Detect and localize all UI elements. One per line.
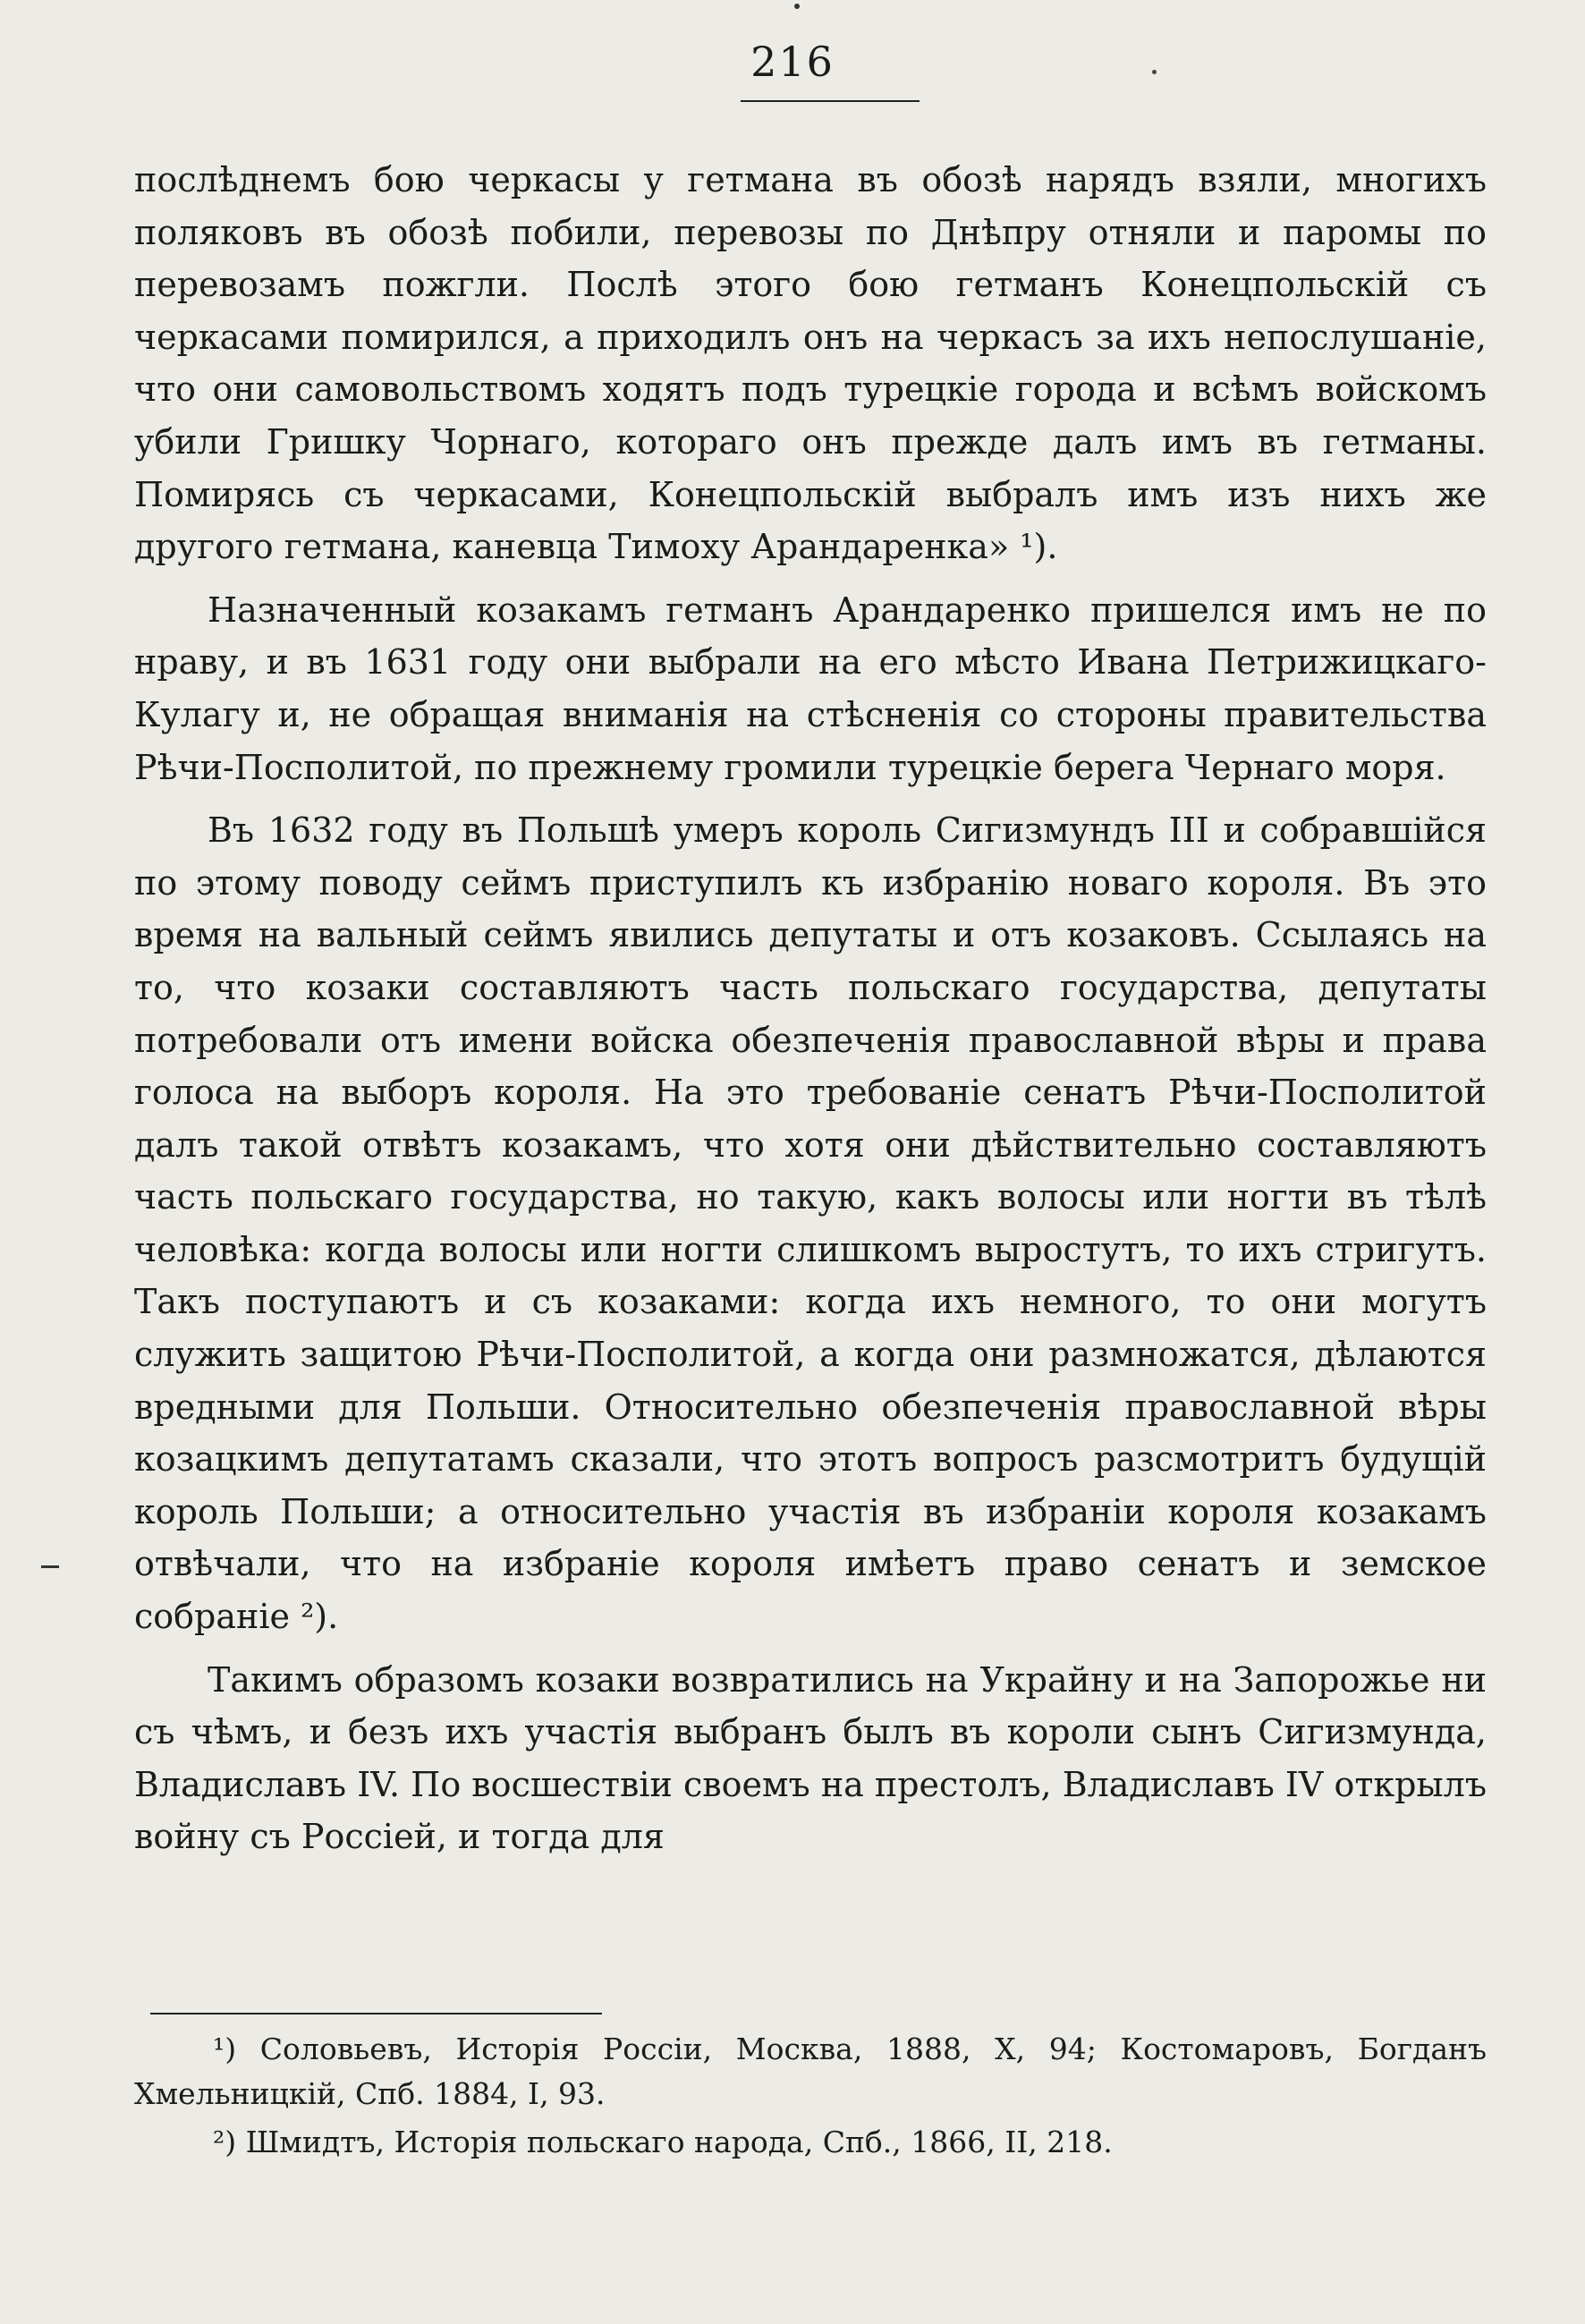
paragraph: Назначенный козакамъ гетманъ Арандаренко пришелся имъ не по нраву, и въ 1631 году они выбрали на его мѣсто Ивана Петрижицкаго-Кулагу и, не обращая вниманія на стѣсненія со стороны правительства Рѣчи-Посполитой, по прежнему громили турецкіе берега Чернаго моря. [134, 589, 1487, 787]
print-speck [1152, 70, 1157, 74]
footnotes [134, 2027, 1487, 2168]
margin-mark [41, 1565, 59, 1568]
paragraph-continued: послѣднемъ бою черкасы у гетмана въ обозѣ нарядъ взяли, многихъ поляковъ въ обозѣ побили, перевозы по Днѣпру отняли и паромы по перевозамъ пожгли. Послѣ этого бою гетманъ Конецпольскій съ черкасами помирился, а приходилъ онъ на черкасъ за ихъ непослушаніе, что они самовольствомъ ходятъ подъ турецкіе города и всѣмъ войскомъ убили Гришку Чорнаго, котораго онъ прежде далъ имъ въ гетманы. Помирясь съ черкасами, Конецпольскій выбралъ имъ изъ нихъ же другого гетмана, каневца Тимоху Арандаренка» ¹). [134, 160, 1487, 567]
page-number: 216 [750, 38, 835, 86]
body-text [134, 154, 1487, 1874]
header-rule [741, 100, 920, 102]
paragraph: Въ 1632 году въ Польшѣ умеръ король Сигизмундъ III и собравшійся по этому поводу сеймъ приступилъ къ избранію новаго короля. Въ это время на вальный сеймъ явились депутаты и отъ козаковъ. Ссылаясь на то, что козаки составляютъ часть польскаго государства, депутаты потребовали отъ имени войска обезпеченія православной вѣры и права голоса на выборъ короля. На это требованіе сенатъ Рѣчи-Посполитой далъ такой отвѣтъ козакамъ, что хотя они дѣйствительно составляютъ часть польскаго государства, но такую, какъ волосы или ногти въ тѣлѣ человѣка: когда волосы или ногти слишкомъ выростутъ, то ихъ стригутъ. Такъ поступаютъ и съ козаками: когда ихъ немного, то они могутъ служить защитою Рѣчи-Посполитой, а когда они размножатся, дѣлаются вредными для Польши. Относительно обезпеченія православной вѣры козацкимъ депутатамъ сказали, что этотъ вопросъ разсмотритъ будущій король Польши; а относительно участія въ избраніи короля козакамъ отвѣчали, что на избраніе короля имѣетъ право сенатъ и земское собраніе ²). [134, 810, 1487, 1637]
paragraph: Такимъ образомъ козаки возвратились на Украйну и на Запорожье ни съ чѣмъ, и безъ ихъ участія выбранъ былъ въ короли сынъ Сигизмунда, Владиславъ IV. По восшествіи своемъ на престолъ, Владиславъ IV открылъ войну съ Россіей, и тогда для [134, 1659, 1487, 1857]
footnote: ²) Шмидтъ, Исторія польскаго народа, Спб., 1866, II, 218. [213, 2125, 1113, 2159]
footnote: ¹) Соловьевъ, Исторія Россіи, Москва, 1888, X, 94; Костомаровъ, Богданъ Хмельницкій, Спб. 1884, I, 93. [134, 2031, 1487, 2111]
footnote-rule [150, 2013, 602, 2014]
print-speck [794, 4, 800, 9]
